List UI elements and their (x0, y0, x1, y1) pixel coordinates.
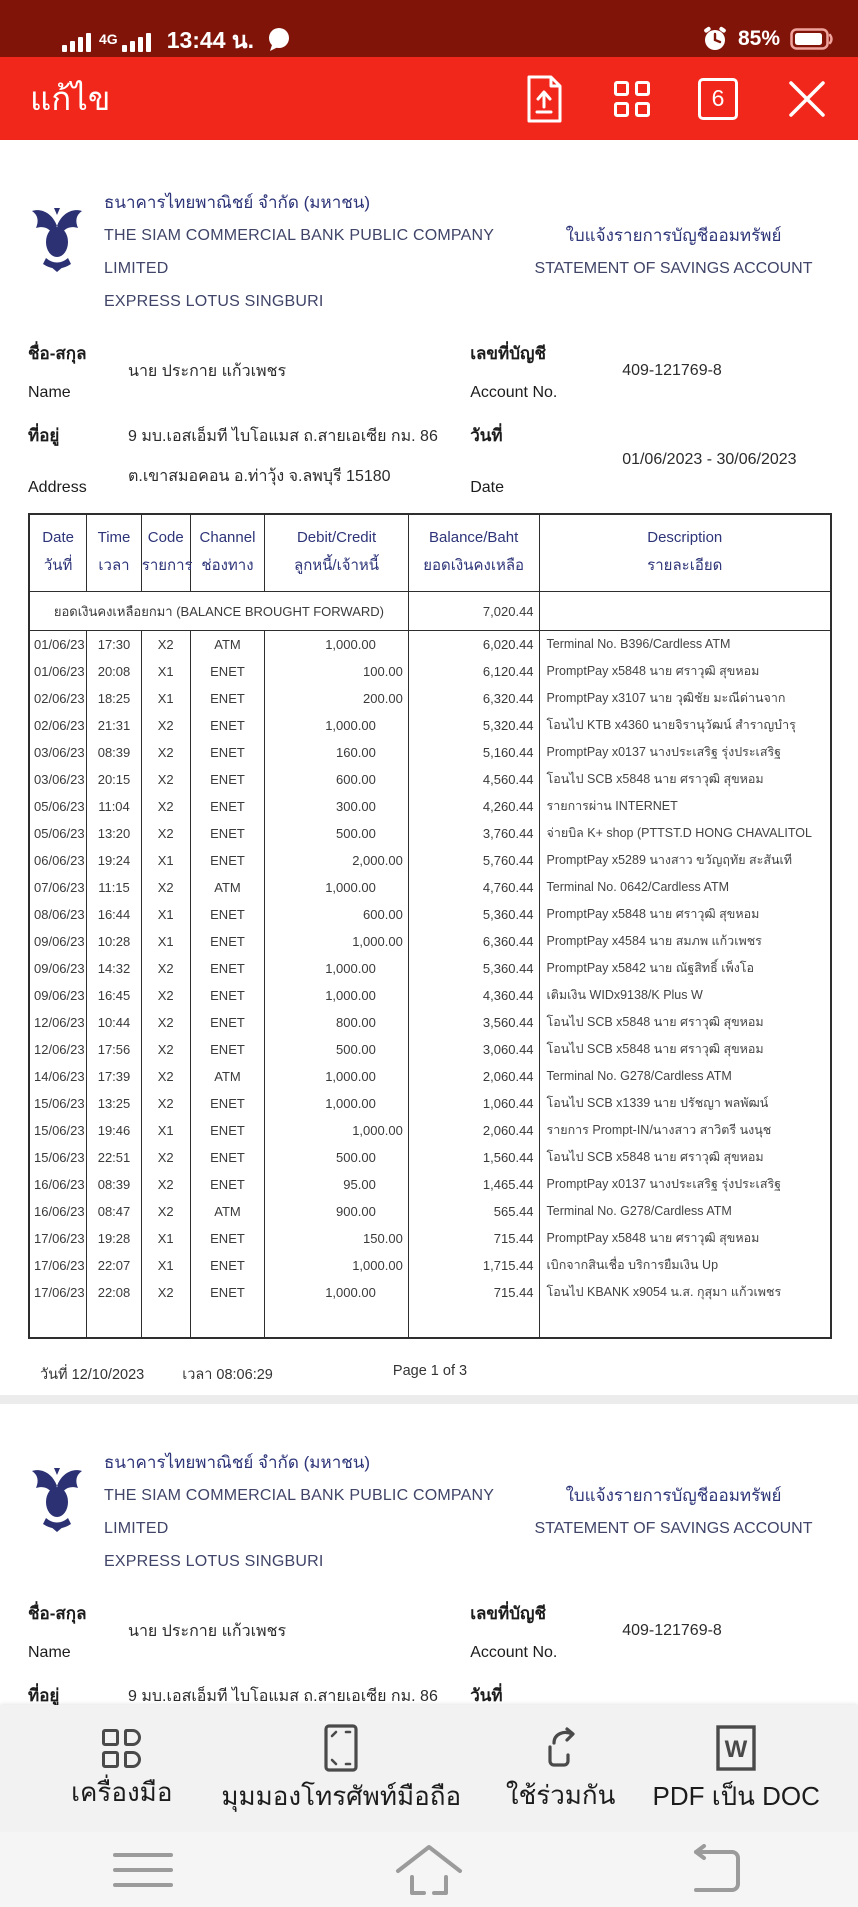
transaction-row: 17/06/23 19:28 X1 ENET 150.00 715.44 PromptPay x5848 นาย ศราวุฒิ สุขหอม (29, 1225, 831, 1252)
page-title: แก้ไข (30, 80, 111, 117)
bank-name-en: THE SIAM COMMERCIAL BANK PUBLIC COMPANY LIMITED (104, 1487, 494, 1537)
transactions-table (28, 513, 832, 1339)
bank-branch: EXPRESS LOTUS SINGBURI (104, 1553, 324, 1570)
transaction-row: 03/06/23 20:15 X2 ENET 600.00 4,560.44 โอนไป SCB x5848 นาย ศราวุฒิ สุขหอม (29, 766, 831, 793)
signal-strength-icon-1 (62, 33, 91, 52)
export-document-icon (522, 74, 566, 124)
account-number: 409-121769-8 (622, 1622, 722, 1639)
transaction-row: 09/06/23 14:32 X2 ENET 1,000.00 5,360.44 PromptPay x5842 นาย ณัฐสิทธิ์ เพ็งโอ (29, 955, 831, 982)
bank-branch: EXPRESS LOTUS SINGBURI (104, 293, 324, 310)
battery-icon (790, 27, 834, 51)
address-label: ที่อยู่ (28, 1686, 60, 1705)
pdf-to-doc-button[interactable] (648, 1724, 824, 1812)
share-label: ใช้ร่วมกัน (505, 1780, 616, 1811)
nav-menu-button[interactable] (113, 1853, 173, 1887)
transaction-row: 17/06/23 22:07 X1 ENET 1,000.00 1,715.44 เบิกจากสินเชื่อ บริการยืมเงิน Up (29, 1252, 831, 1279)
doc-title-en: STATEMENT OF SAVINGS ACCOUNT (534, 1520, 813, 1537)
transaction-row: 17/06/23 22:08 X2 ENET 1,000.00 715.44 โอนไป KBANK x9054 น.ส. กุสุมา แก้วเพชร (29, 1279, 831, 1306)
transaction-row: 02/06/23 21:31 X2 ENET 1,000.00 5,320.44 โอนไป KTB x4360 นายจิรานุวัฒน์ สำราญบำรุ (29, 712, 831, 739)
doc-title-th: ใบแจ้งรายการบัญชีออมทรัพย์ (565, 1486, 782, 1505)
network-type-label: 4G (99, 31, 118, 47)
close-icon (786, 78, 828, 120)
scb-bank-logo (28, 204, 86, 272)
statement-page-2 (0, 1404, 858, 1705)
address-value: 9 มบ.เอสเอ็มที ไบโอแมส ถ.สายเอเซีย กม. 86 (128, 1688, 438, 1705)
document-viewer[interactable] (0, 140, 858, 1705)
page-number: Page 1 of 3 (392, 1362, 468, 1379)
name-label: ชื่อ-สกุล Name (28, 1604, 87, 1661)
tools-grid-icon (102, 1729, 141, 1768)
transaction-row: 15/06/23 13:25 X2 ENET 1,000.00 1,060.44 โอนไป SCB x1339 นาย ปรัชญา พลพัฒน์ (29, 1090, 831, 1117)
name-label: ชื่อ-สกุล Name (28, 344, 87, 401)
transaction-row: 01/06/23 17:30 X2 ATM 1,000.00 6,020.44 Terminal No. B396/Cardless ATM (29, 631, 831, 658)
doc-title-th: ใบแจ้งรายการบัญชีออมทรัพย์ (565, 226, 782, 245)
bank-name-th: ธนาคารไทยพาณิชย์ จำกัด (มหาชน) (104, 1453, 371, 1472)
home-icon (392, 1843, 466, 1897)
back-icon (686, 1844, 744, 1896)
mobile-view-icon (324, 1724, 358, 1772)
transaction-row: 12/06/23 10:44 X2 ENET 800.00 3,560.44 โอนไป SCB x5848 นาย ศราวุฒิ สุขหอม (29, 1009, 831, 1036)
printed-time: เวลา 08:06:29 (182, 1366, 273, 1383)
bank-name-en: THE SIAM COMMERCIAL BANK PUBLIC COMPANY LIMITED (104, 227, 494, 277)
nav-back-button[interactable] (686, 1844, 744, 1896)
transaction-row: 07/06/23 11:15 X2 ATM 1,000.00 4,760.44 Terminal No. 0642/Cardless ATM (29, 874, 831, 901)
tools-label: เครื่องมือ (71, 1776, 173, 1807)
page-separator (0, 1395, 858, 1404)
page-count-badge: 6 (698, 78, 738, 120)
account-holder-name: นาย ประกาย แก้วเพชร (128, 1622, 287, 1640)
transaction-row: 15/06/23 22:51 X2 ENET 500.00 1,560.44 โอนไป SCB x5848 นาย ศราวุฒิ สุขหอม (29, 1144, 831, 1171)
transaction-row: 01/06/23 20:08 X1 ENET 100.00 6,120.44 PromptPay x5848 นาย ศราวุฒิ สุขหอม (29, 658, 831, 685)
transaction-row: 14/06/23 17:39 X2 ATM 1,000.00 2,060.44 Terminal No. G278/Cardless ATM (29, 1063, 831, 1090)
table-bottom-spacer (29, 1306, 831, 1338)
address-label: ที่อยู่ Address (28, 426, 87, 496)
bank-name-th: ธนาคารไทยพาณิชย์ จำกัด (มหาชน) (104, 193, 371, 212)
address-value: 9 มบ.เอสเอ็มที ไบโอแมส ถ.สายเอเซีย กม. 86 ต.เขาสมอคอน อ.ท่าวุ้ง จ.ลพบุรี 15180 (128, 428, 438, 485)
pdf-to-doc-icon (715, 1724, 757, 1772)
printed-date: วันที่ 12/10/2023 (40, 1366, 145, 1383)
account-holder-name: นาย ประกาย แก้วเพชร (128, 362, 287, 380)
date-label: วันที่ (470, 1686, 503, 1705)
date-label: วันที่ Date (470, 426, 504, 496)
share-button[interactable] (473, 1725, 649, 1811)
pdf-to-doc-label: PDF เป็น DOC (652, 1781, 820, 1812)
transaction-row: 02/06/23 18:25 X1 ENET 200.00 6,320.44 PromptPay x3107 นาย วุฒิชัย มะณีด่านจาก (29, 685, 831, 712)
transaction-row: 15/06/23 19:46 X1 ENET 1,000.00 2,060.44 รายการ Prompt-IN/นางสาว สาวิตรี นงนุช (29, 1117, 831, 1144)
page-count-button[interactable] (698, 78, 738, 120)
android-nav-bar (0, 1832, 858, 1907)
export-document-button[interactable] (522, 74, 566, 124)
transaction-row: 09/06/23 16:45 X2 ENET 1,000.00 4,360.44 เติมเงิน WIDx9138/K Plus W (29, 982, 831, 1009)
bottom-toolbar (0, 1705, 858, 1832)
account-number: 409-121769-8 (622, 362, 722, 379)
statement-footer (28, 1363, 832, 1385)
nav-home-button[interactable] (392, 1843, 466, 1897)
statement-page-1 (0, 140, 858, 1395)
close-button[interactable] (786, 78, 828, 120)
grid-icon (614, 81, 650, 117)
status-bar (0, 0, 858, 57)
transaction-row: 05/06/23 13:20 X2 ENET 500.00 3,760.44 จ่ายบิล K+ shop (PTTST.D HONG CHAVALITOL (29, 820, 831, 847)
alarm-clock-icon (702, 26, 728, 52)
transaction-row: 16/06/23 08:47 X2 ATM 900.00 565.44 Terminal No. G278/Cardless ATM (29, 1198, 831, 1225)
signal-strength-icon-2 (122, 33, 151, 52)
menu-icon (113, 1853, 173, 1887)
table-header-row: Date วันที่ Time เวลา Code รายการ Channel ช่องทาง Debit/Credit ลูกหนี้/เจ้าหนี้ Balance/Baht ยอดเงินคงเหลือ Description รายละเอียด (29, 514, 831, 592)
brought-forward-row: ยอดเงินคงเหลือยกมา (BALANCE BROUGHT FORWARD) 7,020.44 (29, 592, 831, 631)
battery-percent-label: 85% (737, 27, 780, 50)
status-time: 13:44 น. (166, 27, 255, 53)
transaction-row: 09/06/23 10:28 X1 ENET 1,000.00 6,360.44 PromptPay x4584 นาย สมภพ แก้วเพชร (29, 928, 831, 955)
transaction-row: 16/06/23 08:39 X2 ENET 95.00 1,465.44 PromptPay x0137 นางประเสริฐ รุ่งประเสริฐ (29, 1171, 831, 1198)
message-bubble-icon (266, 26, 292, 52)
tools-button[interactable] (34, 1729, 210, 1808)
transaction-row: 06/06/23 19:24 X1 ENET 2,000.00 5,760.44 PromptPay x5289 นางสาว ขวัญฤทัย สะสันเที (29, 847, 831, 874)
transaction-row: 12/06/23 17:56 X2 ENET 500.00 3,060.44 โอนไป SCB x5848 นาย ศราวุฒิ สุขหอม (29, 1036, 831, 1063)
mobile-view-label: มุมมองโทรศัพท์มือถือ (221, 1781, 462, 1812)
account-label: เลขที่บัญชี Account No. (470, 344, 558, 401)
svg-text:W: W (724, 1736, 748, 1764)
pages-grid-button[interactable] (614, 81, 650, 117)
share-icon (538, 1725, 584, 1771)
scb-bank-logo (28, 1464, 86, 1532)
doc-title-en: STATEMENT OF SAVINGS ACCOUNT (534, 260, 813, 277)
account-label: เลขที่บัญชี Account No. (470, 1604, 558, 1661)
statement-date-range: 01/06/2023 - 30/06/2023 (622, 450, 797, 468)
transaction-row: 05/06/23 11:04 X2 ENET 300.00 4,260.44 รายการผ่าน INTERNET (29, 793, 831, 820)
transaction-row: 03/06/23 08:39 X2 ENET 160.00 5,160.44 PromptPay x0137 นางประเสริฐ รุ่งประเสริฐ (29, 739, 831, 766)
transaction-row: 08/06/23 16:44 X1 ENET 600.00 5,360.44 PromptPay x5848 นาย ศราวุฒิ สุขหอม (29, 901, 831, 928)
app-header (0, 57, 858, 140)
mobile-view-button[interactable] (210, 1724, 473, 1812)
